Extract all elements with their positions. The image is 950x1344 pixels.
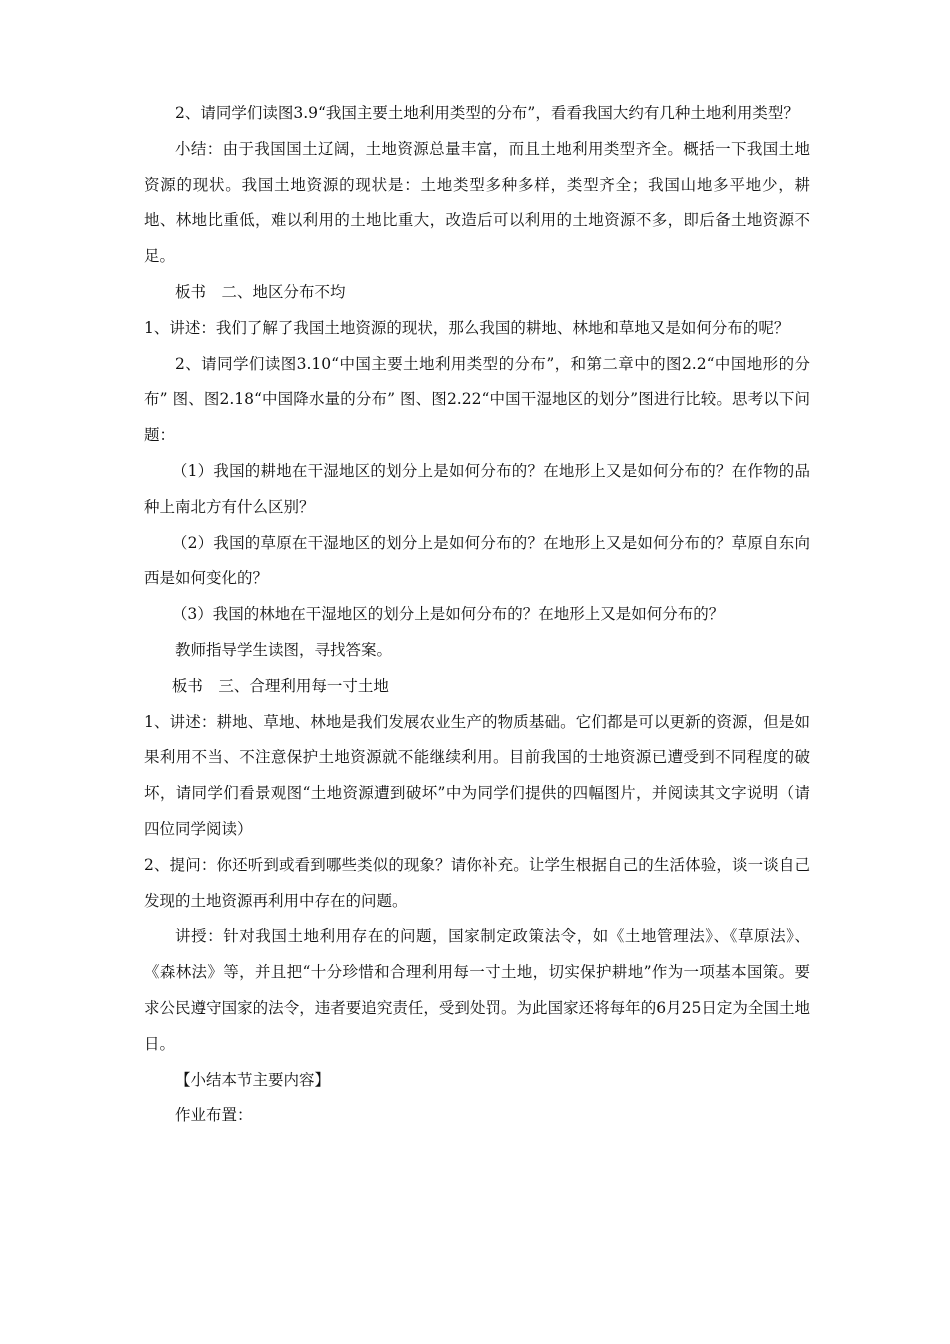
board-heading-rational-use: 板书 三、合理利用每一寸土地 [171, 676, 389, 695]
question-forest: （3）我国的林地在干湿地区的划分上是如何分布的？在地形上又是如何分布的？ [171, 605, 725, 624]
paragraph-summary-status: 小结：由于我国国土辽阔，土地资源总量丰富，而且土地利用类型齐全。概括一下我国土地资源的现状。我国土地资源的现状是：土地类型多种多样，类型齐全；我国山地多平地少，耕地、林地比重低，难以利用的土地比重大，改造后可以利用的土地资源不多，即后备土地资源不足。 [144, 139, 810, 266]
paragraph-compare-figures: 2、请同学们读图3.10“中国主要土地利用类型的分布”，和第二章中的图2.2“中国地形的分布” 图、图2.18“中国降水量的分布” 图、图2.22“中国干湿地区的划分”图进行比较。思考以下问题： [144, 354, 810, 445]
paragraph-teacher-guidance: 教师指导学生读图，寻找答案。 [175, 640, 393, 659]
paragraph-question-phenomena: 2、提问：你还听到或看到哪些类似的现象？请你补充。让学生根据自己的生活体验，谈一谈自己发现的土地资源再利用中存在的问题。 [144, 855, 810, 910]
question-grassland: （2）我国的草原在干湿地区的划分上是如何分布的？在地形上又是如何分布的？草原自东向西是如何变化的？ [144, 533, 810, 588]
question-cropland: （1）我国的耕地在干湿地区的划分上是如何分布的？在地形上又是如何分布的？在作物的品种上南北方有什么区别？ [144, 461, 810, 516]
section-summary-label: 【小结本节主要内容】 [175, 1070, 331, 1089]
homework-label: 作业布置： [175, 1106, 253, 1125]
paragraph-teaching-laws: 讲授：针对我国土地利用存在的问题，国家制定政策法令，如《土地管理法》、《草原法》、《森林法》等，并且把“十分珍惜和合理利用每一寸土地，切实保护耕地”作为一项基本国策。要求公民遵守国家的法令，违者要追究责任，受到处罚。为此国家还将每年的6月25日定为全国土地日。 [144, 927, 810, 1053]
body-text [144, 96, 810, 1134]
paragraph-lecture-damage: 1、讲述：耕地、草地、林地是我们发展农业生产的物质基础。它们都是可以更新的资源，但是如果利用不当、不注意保护土地资源就不能继续利用。目前我国的士地资源已遭受到不同程度的破坏，请同学们看景观图“土地资源遭到破坏”中为同学们提供的四幅图片，并阅读其文字说明（请四位同学阅读） [144, 712, 810, 838]
paragraph-read-figure-3-9: 2、请同学们读图3.9“我国主要土地利用类型的分布”，看看我国大约有几种土地利用类型？ [175, 104, 799, 122]
board-heading-uneven-distribution: 板书 二、地区分布不均 [175, 282, 346, 301]
paragraph-lecture-distribution: 1、讲述：我们了解了我国土地资源的现状，那么我国的耕地、林地和草地又是如何分布的呢？ [144, 318, 790, 337]
